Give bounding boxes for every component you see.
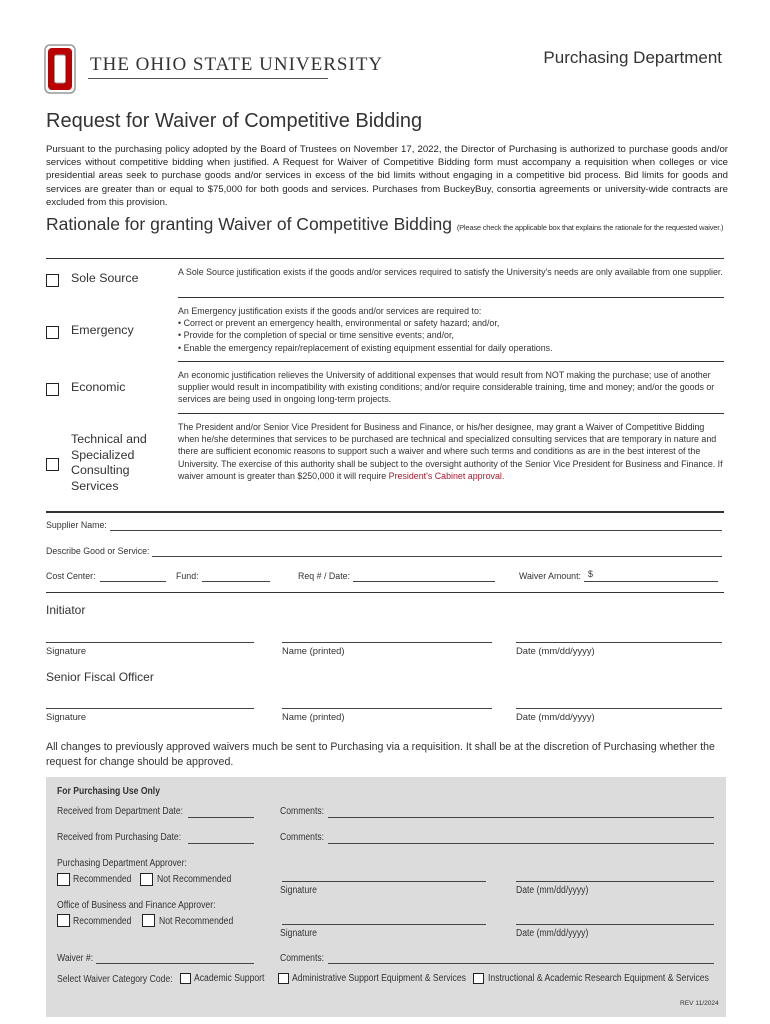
fiscal-signature-field[interactable]	[46, 708, 254, 709]
recommended-label: Recommended	[73, 916, 132, 927]
technical-services-description	[178, 421, 724, 482]
initiator-signature-label: Signature	[46, 645, 87, 656]
divider	[178, 297, 724, 298]
emergency-bullet: • Correct or prevent an emergency health, environmental or safety hazard; and/or,	[178, 318, 500, 329]
form-title: Request for Waiver of Competitive Bidding	[46, 110, 423, 132]
initiator-signature-field[interactable]	[46, 642, 254, 643]
instructional-research-checkbox[interactable]	[473, 973, 484, 984]
university-name: THE OHIO STATE UNIVERSITY	[90, 54, 384, 75]
supplier-name-label: Supplier Name:	[46, 520, 107, 531]
cost-center-field[interactable]	[100, 581, 166, 582]
initiator-label: Initiator	[46, 603, 86, 617]
administrative-support-label: Administrative Support Equipment & Services	[292, 973, 466, 984]
purchasing-recommended-checkbox[interactable]	[57, 873, 70, 886]
technical-label-line: Services	[71, 478, 119, 493]
intro-paragraph: Pursuant to the purchasing policy adopted by the Board of Trustees on November 17, 2022, the Director of Purchasing is authorized to purchase goods and/or services without competitive bidding when justified. A Request for Waiver of Competitive Bidding form must accompany a requisition when colleges or vice presidential areas seek to purchase goods and/or services in excess of the bid limits without engaging in a competitive bid process. Bid limits for goods and services are greater than or equal to $75,000 for both goods and services. Purchases from BuckeyBuy, consortia agreements or university-wide contracts are excluded from this provision.	[46, 144, 728, 208]
fiscal-date-label: Date (mm/dd/yyyy)	[516, 711, 595, 722]
emergency-checkbox[interactable]	[46, 326, 59, 339]
fund-field[interactable]	[202, 581, 270, 582]
divider	[178, 361, 724, 362]
comments-label: Comments:	[280, 806, 325, 817]
purchasing-signature-field[interactable]	[282, 881, 486, 882]
technical-label-line: Consulting	[71, 463, 130, 477]
recommended-label: Recommended	[73, 874, 132, 885]
emergency-bullet: • Enable the emergency repair/replacement of existing equipment essential for daily operations.	[178, 342, 553, 353]
initiator-date-field[interactable]	[516, 642, 722, 643]
economic-checkbox[interactable]	[46, 383, 59, 396]
divider	[46, 592, 724, 593]
comments-field[interactable]	[328, 843, 714, 844]
waiver-number-label: Waiver #:	[57, 953, 94, 964]
comments-label: Comments:	[280, 832, 325, 843]
received-dept-field[interactable]	[188, 817, 254, 818]
cost-center-label: Cost Center:	[46, 571, 96, 582]
technical-label-line: Technical and	[71, 432, 147, 446]
waiver-amount-field[interactable]	[584, 581, 718, 582]
date-label: Date (mm/dd/yyyy)	[516, 928, 589, 939]
economic-description: An economic justification relieves the University of additional expenses that would result from NOT making the purchase; use of another supplier would result in incompatibility with existing conditions; and/or require considerable training, time and money; and/or the goods or services are being used in ongoing long-term projects.	[178, 370, 715, 405]
emergency-intro: An Emergency justification exists if the goods and/or services are required to:	[178, 306, 482, 316]
initiator-name-label: Name (printed)	[282, 645, 345, 656]
signature-label: Signature	[280, 928, 317, 939]
sole-source-label: Sole Source	[71, 271, 139, 285]
dollar-sign: $	[588, 569, 593, 580]
comments-field[interactable]	[328, 963, 714, 964]
rationale-heading	[46, 214, 723, 235]
received-purch-label: Received from Purchasing Date:	[57, 832, 182, 843]
revision-label: REV 11/2024	[680, 1000, 719, 1007]
divider	[46, 511, 724, 513]
fiscal-officer-label: Senior Fiscal Officer	[46, 670, 154, 684]
emergency-description	[178, 305, 724, 354]
technical-label-line: Specialized	[71, 447, 135, 462]
academic-support-label: Academic Support	[194, 973, 265, 984]
signature-label: Signature	[280, 885, 317, 896]
rationale-heading-text: Rationale for granting Waiver of Competitive Bidding	[46, 214, 452, 234]
obf-not-recommended-checkbox[interactable]	[142, 914, 155, 927]
fund-label: Fund:	[176, 571, 199, 582]
changes-note: All changes to previously approved waivers much be sent to Purchasing via a requisition. It shall be at the discretion of Purchasing whether the request for change should be approved.	[46, 741, 715, 768]
category-code-label: Select Waiver Category Code:	[57, 974, 173, 985]
date-label: Date (mm/dd/yyyy)	[516, 885, 589, 896]
purchasing-approver-label: Purchasing Department Approver:	[57, 858, 187, 869]
comments-label: Comments:	[280, 953, 325, 964]
waiver-amount-label: Waiver Amount:	[519, 571, 581, 582]
waiver-number-field[interactable]	[96, 963, 254, 964]
purchasing-date-field[interactable]	[516, 881, 714, 882]
instructional-research-label: Instructional & Academic Research Equipment & Services	[488, 973, 709, 984]
academic-support-checkbox[interactable]	[180, 973, 191, 984]
req-date-field[interactable]	[353, 581, 495, 582]
received-dept-label: Received from Department Date:	[57, 806, 184, 817]
emergency-label: Emergency	[71, 323, 134, 337]
fiscal-date-field[interactable]	[516, 708, 722, 709]
presidents-cabinet-link[interactable]: President's Cabinet approval.	[388, 470, 505, 481]
not-recommended-label: Not Recommended	[157, 874, 232, 885]
initiator-date-label: Date (mm/dd/yyyy)	[516, 645, 595, 656]
administrative-support-checkbox[interactable]	[278, 973, 289, 984]
technical-services-label	[71, 432, 147, 494]
fiscal-name-field[interactable]	[282, 708, 492, 709]
obf-recommended-checkbox[interactable]	[57, 914, 70, 927]
university-rule	[88, 78, 328, 79]
not-recommended-label: Not Recommended	[159, 916, 234, 927]
describe-field[interactable]	[152, 556, 722, 557]
purchasing-not-recommended-checkbox[interactable]	[140, 873, 153, 886]
rationale-instruction: (Please check the applicable box that explains the rationale for the requested waiver.)	[456, 223, 724, 232]
sole-source-checkbox[interactable]	[46, 274, 59, 287]
sole-source-description: A Sole Source justification exists if the goods and/or services required to satisfy the University's needs are only available from one supplier.	[178, 267, 723, 277]
comments-field[interactable]	[328, 817, 714, 818]
osu-block-o-logo	[44, 44, 76, 94]
fiscal-name-label: Name (printed)	[282, 711, 345, 722]
supplier-name-field[interactable]	[110, 530, 722, 531]
obf-signature-field[interactable]	[282, 924, 486, 925]
purchasing-use-heading: For Purchasing Use Only	[57, 786, 161, 797]
req-date-label: Req # / Date:	[298, 571, 351, 582]
technical-desc-text: The President and/or Senior Vice President for Business and Finance, or his/her designee, may grant a Waiver of Competitive Bidding when he/she determines that services to be purchased are technical and specialized consulting services that are temporary in nature and there are sufficient economic reasons to support such a waiver and where such terms and conditions as are in the best interest of the University. The exercise of this authority shall be subject to the oversight authority of the Senior Vice President for Business and Finance. If waiver amount is greater than $250,000 it will require	[178, 422, 723, 481]
divider	[46, 258, 724, 259]
received-purch-field[interactable]	[188, 843, 254, 844]
obf-approver-label: Office of Business and Finance Approver:	[57, 900, 216, 911]
divider	[178, 413, 724, 414]
obf-date-field[interactable]	[516, 924, 714, 925]
initiator-name-field[interactable]	[282, 642, 492, 643]
describe-label: Describe Good or Service:	[46, 546, 150, 557]
fiscal-signature-label: Signature	[46, 711, 87, 722]
technical-services-checkbox[interactable]	[46, 458, 59, 471]
economic-label: Economic	[71, 380, 126, 394]
emergency-bullet: • Provide for the completion of special or time sensitive events; and/or,	[178, 330, 454, 341]
department-name: Purchasing Department	[543, 48, 722, 67]
